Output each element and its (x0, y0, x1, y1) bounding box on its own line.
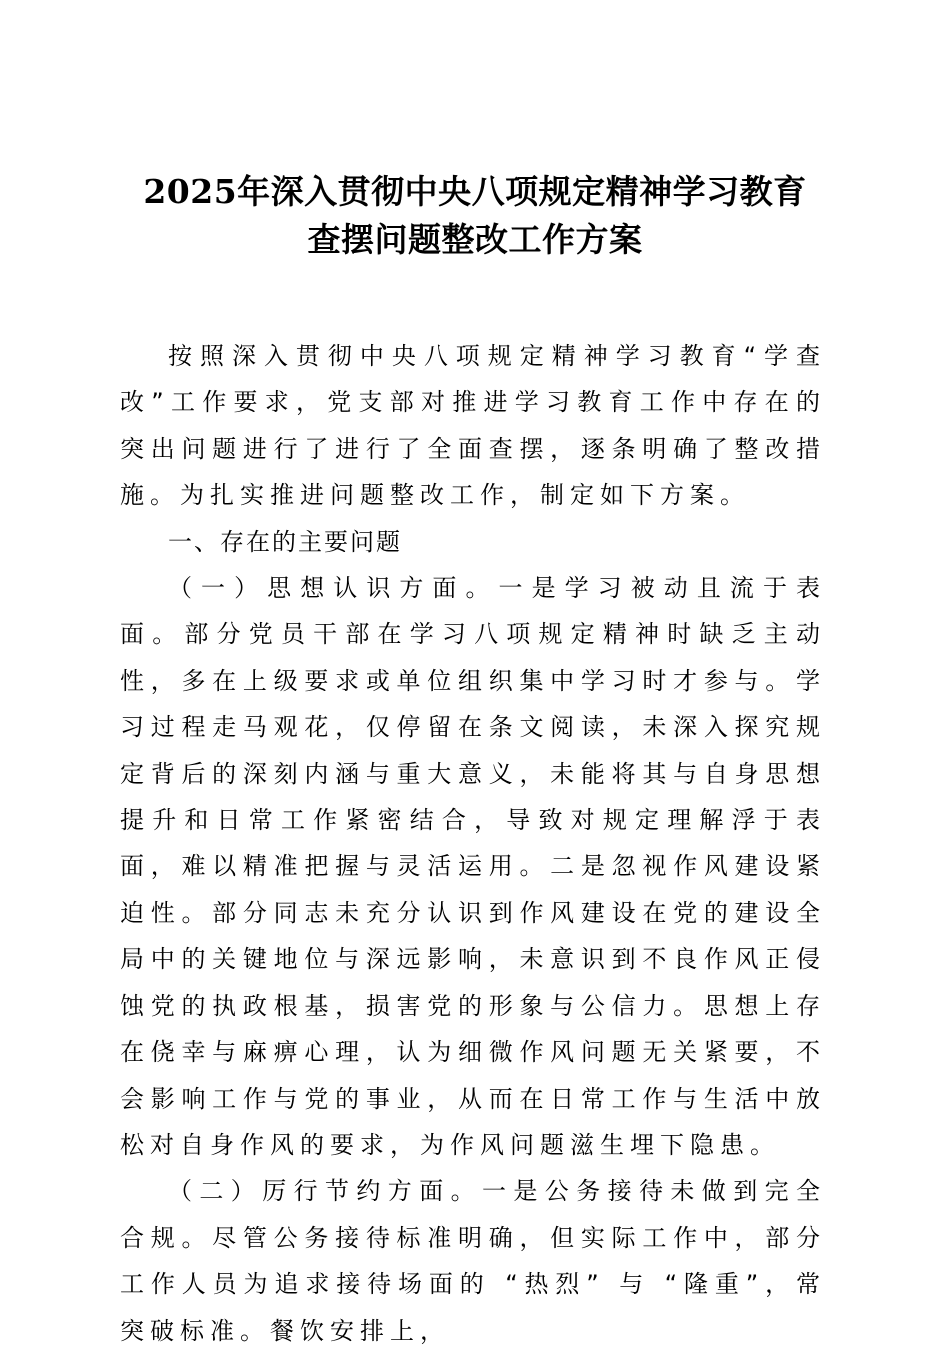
title-line-1: 2025年深入贯彻中央八项规定精神学习教育 (143, 172, 807, 211)
body-paragraph: （一）思想认识方面。一是学习被动且流于表面。部分党员干部在学习八项规定精神时缺乏主动性，多在上级要求或单位组织集中学习时才参与。学习过程走马观花，仅停留在条文阅读，未深入探究规定背后的深刻内涵与重大意义，未能将其与自身思想提升和日常工作紧密结合，导致对规定理解浮于表面，难以精准把握与灵活运用。二是忽视作风建设紧迫性。部分同志未充分认识到作风建设在党的建设全局中的关键地位与深远影响，未意识到不良作风正侵蚀党的执政根基，损害党的形象与公信力。思想上存在侥幸与麻痹心理，认为细微作风问题无关紧要，不会影响工作与党的事业，从而在日常工作与生活中放松对自身作风的要求，为作风问题滋生埋下隐患。 (120, 574, 826, 1159)
section-heading: 一、存在的主要问题 (168, 527, 402, 556)
document-body (120, 333, 826, 1354)
intro-paragraph: 按照深入贯彻中央八项规定精神学习教育“学查改”工作要求，党支部对推进学习教育工作中存在的突出问题进行了进行了全面查摆，逐条明确了整改措施。为扎实推进问题整改工作，制定如下方案。 (120, 342, 826, 510)
document-title (120, 168, 830, 264)
body-paragraph: （二）厉行节约方面。一是公务接待未做到完全合规。尽管公务接待标准明确，但实际工作中，部分工作人员为追求接待场面的 “热烈” 与 “隆重”，常突破标准。餐饮安排上， (120, 1177, 826, 1345)
title-line-2: 查摆问题整改工作方案 (307, 220, 643, 259)
